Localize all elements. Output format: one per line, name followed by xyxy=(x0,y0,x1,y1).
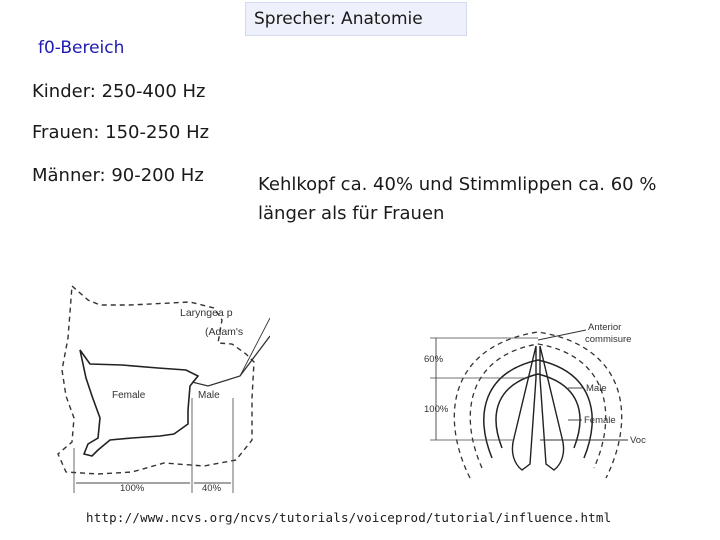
female-larynx-outline xyxy=(80,350,198,456)
male-label: Male xyxy=(586,383,607,394)
f0-range-children: Kinder: 250-400 Hz xyxy=(32,81,206,102)
f0-range-men: Männer: 90-200 Hz xyxy=(32,165,204,186)
voc-label: Voc xyxy=(630,435,646,446)
f0-range-heading: f0-Bereich xyxy=(38,38,125,58)
prominence-leader-line xyxy=(240,318,270,376)
slide-title: Sprecher: Anatomie xyxy=(245,2,467,36)
female-inner-arch xyxy=(496,374,580,448)
anterior-label: Anterior xyxy=(588,322,622,333)
female-label: Female xyxy=(584,415,616,426)
prominence-label: Laryngea p xyxy=(180,307,233,319)
dimension-female-label: 100% xyxy=(120,483,145,494)
male-inner-arch xyxy=(470,344,605,468)
dimension-100-label: 100% xyxy=(424,404,449,415)
dimension-male-label: 40% xyxy=(202,483,222,494)
anterior-label-cont: commisure xyxy=(585,334,632,345)
female-label: Female xyxy=(112,390,146,401)
source-url: http://www.ncvs.org/ncvs/tutorials/voiceprod/tutorial/influence.html xyxy=(86,510,612,525)
larynx-lateral-diagram xyxy=(40,278,270,503)
larynx-size-note: Kehlkopf ca. 40% und Stimmlippen ca. 60 % länger als für Frauen xyxy=(258,174,657,224)
prominence-label-cont: (Adam's xyxy=(205,326,244,338)
male-outer-arch xyxy=(454,332,621,478)
male-label: Male xyxy=(198,390,220,401)
f0-range-women: Frauen: 150-250 Hz xyxy=(32,122,210,143)
vocal-folds-top-view-diagram xyxy=(418,318,668,486)
anterior-leader-line xyxy=(538,330,586,340)
dimension-60-label: 60% xyxy=(424,354,444,365)
